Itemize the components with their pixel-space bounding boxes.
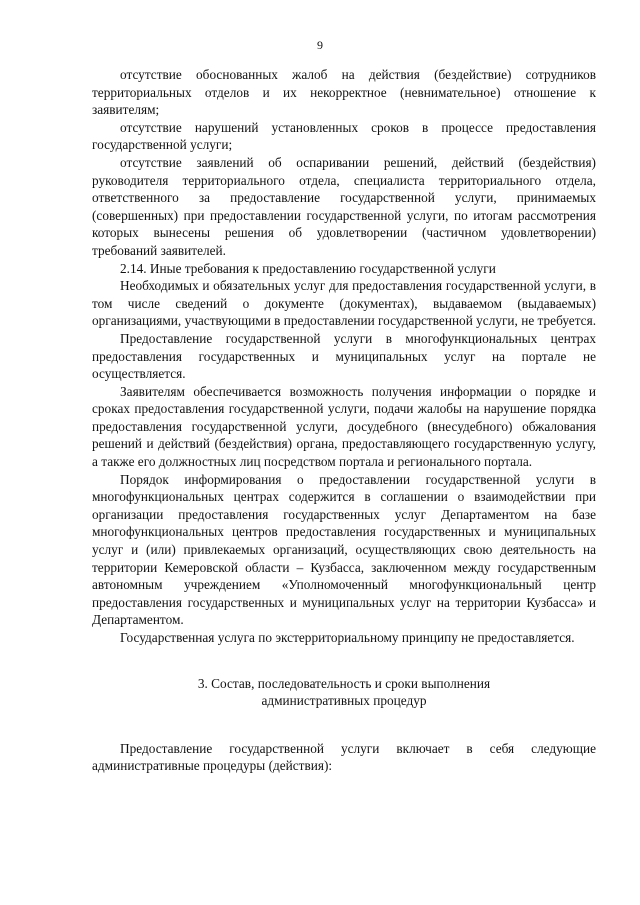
paragraph-mfc-provision: Предоставление государственной услуги в многофункциональных центрах предоставления государственных и муниципальных услуг на портале не осуществляется. bbox=[92, 330, 596, 382]
subsection-title-2-14: 2.14. Иные требования к предоставлению государственной услуги bbox=[120, 260, 496, 276]
paragraph-procedures-intro: Предоставление государственной услуги включает в себя следующие административные процедуры (действия): bbox=[92, 740, 596, 774]
section-heading-line-2: административных процедур bbox=[261, 693, 427, 709]
paragraph-no-appeals: отсутствие заявлений об оспаривании решений, действий (бездействия) руководителя территориального отдела, специалиста территориального отдела, ответственного за предоставление государственной услуги, принимаемых (совершенных) при предоставлении государственной услуги, по итогам рассмотрения которых вынесены решения об удовлетворении (частичном удовлетворении) требований заявителей. bbox=[92, 154, 596, 258]
paragraph-required-services: Необходимых и обязательных услуг для предоставления государственной услуги, в том числе сведений о документе (документах), выдаваемом (выдаваемых) организациями, участвующими в предоставлении государственной услуги, не требуется. bbox=[92, 278, 597, 329]
section-heading-3 bbox=[92, 675, 596, 710]
paragraph-no-complaints: отсутствие обоснованных жалоб на действия (бездействие) сотрудников территориальных отделов и их некорректное (невнимательное) отношение к заявителям; bbox=[92, 67, 596, 118]
document-body bbox=[92, 66, 596, 775]
section-heading-line-1: 3. Состав, последовательность и сроки выполнения bbox=[197, 675, 491, 691]
paragraph-no-deadline-violations: отсутствие нарушений установленных сроков в процессе предоставления государственной услуги; bbox=[92, 119, 596, 153]
page-number: 9 bbox=[317, 38, 323, 52]
paragraph-informing-procedure: Порядок информирования о предоставлении государственной услуги в многофункциональных центрах содержится в соглашении о взаимодействии при организации предоставления государственных услуг Департаментом на базе многофункциональных центров предоставления государственных и муниципальных услуг и (или) привлекаемых организаций, осуществляющих свою деятельность на территории Кемеровской области – Кузбасса, заключенном между государственным автономным учреждением «Уполномоченный многофункциональный центр предоставления государственных и муниципальных услуг на территории Кузбасса» и Департаментом. bbox=[92, 471, 596, 628]
paragraph-extraterritorial: Государственная услуга по экстерриториальному принципу не предоставляется. bbox=[120, 630, 575, 645]
paragraph-applicant-information: Заявителям обеспечивается возможность получения информации о порядке и сроках предоставления государственной услуги, подачи жалобы на нарушение порядка предоставления государственной услуги, досудебного (внесудебного) обжалования решений и действий (бездействия) органа, предоставляющего государственную услугу, а также его должностных лиц посредством портала и регионального портала. bbox=[92, 383, 596, 470]
